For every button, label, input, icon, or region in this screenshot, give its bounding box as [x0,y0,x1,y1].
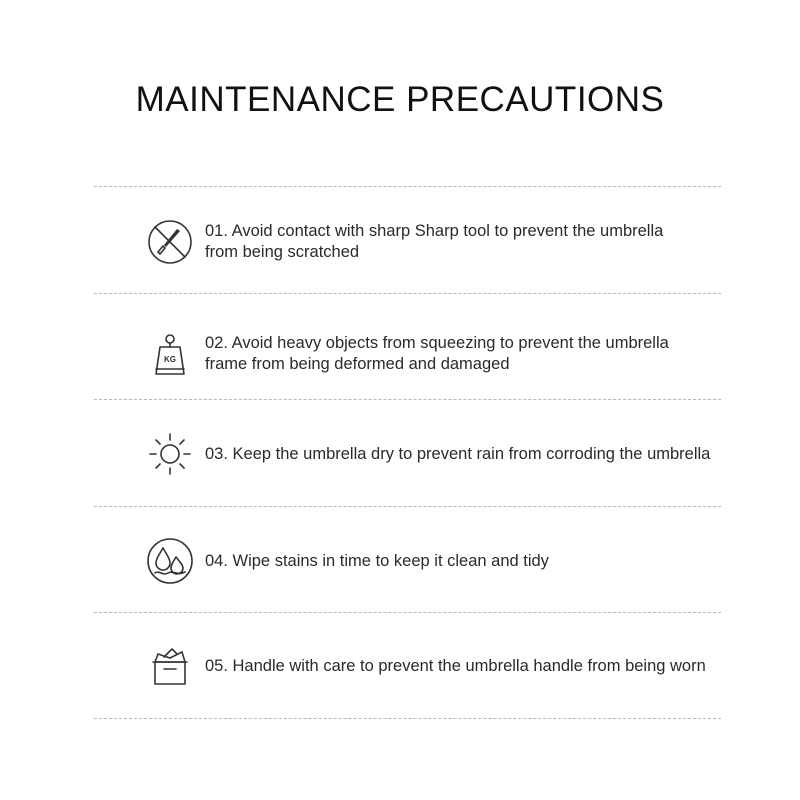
divider [94,186,721,187]
item-text: 04. Wipe stains in time to keep it clean and tidy [205,551,549,570]
list-item-sharp-tool [140,212,780,272]
item-text: 05. Handle with care to prevent the umbrella handle from being worn [205,656,706,675]
page-title: MAINTENANCE PRECAUTIONS [135,80,665,119]
no-sharp-tool-icon [140,212,200,272]
divider [94,612,721,613]
item-text: 01. Avoid contact with sharp Sharp tool to prevent the umbrella from being scratched [205,222,664,261]
list-item-keep-dry [140,424,780,484]
divider [94,506,721,507]
divider [94,718,721,719]
list-item-handle-care [140,636,780,696]
water-drops-icon [140,531,200,591]
item-text: 02. Avoid heavy objects from squeezing to prevent the umbrella frame from being deformed and damaged [205,334,669,373]
sun-icon [140,424,200,484]
list-item-wipe-stains [140,531,780,591]
weight-kg-label: KG [164,355,176,364]
divider [94,399,721,400]
item-text: 03. Keep the umbrella dry to prevent rain from corroding the umbrella [205,444,711,463]
list-item-heavy-objects [140,324,780,384]
divider [94,293,721,294]
weight-kg-icon [140,324,200,384]
open-box-icon [140,636,200,696]
